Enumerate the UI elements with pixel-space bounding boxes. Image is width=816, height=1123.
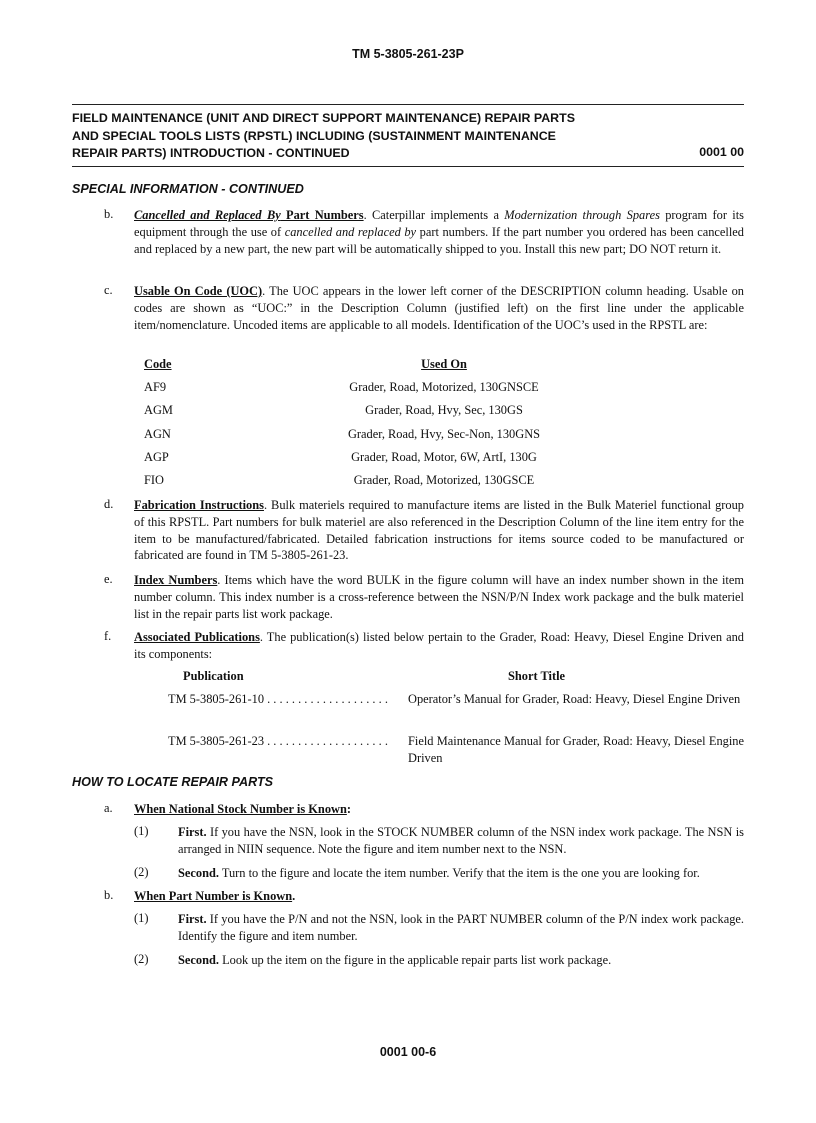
- para-title: When National Stock Number is Known: [134, 802, 347, 816]
- step-text: Second. Look up the item on the figure in the applicable repair parts list work package.: [178, 953, 612, 967]
- header-rule-top: [72, 104, 744, 105]
- step-text: Second. Turn to the figure and locate the item number. Verify that the item is the one you are looking for.: [178, 866, 700, 880]
- para-letter-b: b.: [104, 207, 114, 221]
- para-letter-a: a.: [104, 801, 113, 815]
- para-title: When Part Number is Known: [134, 889, 293, 903]
- col-header-short-title: Short Title: [508, 669, 566, 683]
- step-number: (1): [134, 824, 149, 838]
- para-pn-known: When Part Number is Known.: [134, 889, 296, 903]
- page-number: 0001 00-6: [379, 1045, 437, 1059]
- step-number: (2): [134, 865, 149, 879]
- table-row: AGP Grader, Road, Motor, 6W, ArtI, 130G: [144, 450, 537, 464]
- para-associated-publications: Associated Publications. The publication(s) listed below pertain to the Grader, Road: Heavy, Diesel Engine Driven and its components:: [134, 630, 744, 661]
- table-row: AGN Grader, Road, Hvy, Sec-Non, 130GNS: [144, 427, 541, 441]
- col-header-code: Code: [144, 357, 172, 371]
- step-number: (2): [134, 952, 149, 966]
- title-line-2: AND SPECIAL TOOLS LISTS (RPSTL) INCLUDING (SUSTAINMENT MAINTENANCE: [72, 128, 556, 143]
- para-letter-c: c.: [104, 283, 113, 297]
- para-usable-on-code: Usable On Code (UOC). The UOC appears in the lower left corner of the DESCRIPTION column heading. Usable on codes are shown as “UOC:” in the Description Column (justified left) on the first line under the applicable item/nomenclature. Uncoded items are applicable to all models. Identification of the UOC’s used in the RPSTL are:: [134, 284, 744, 332]
- para-letter-d: d.: [104, 497, 114, 511]
- step-text: First. If you have the NSN, look in the STOCK NUMBER column of the NSN index work package. The NSN is arranged in NIIN sequence. Note the figure and item number next to the NSN.: [178, 825, 744, 856]
- para-letter-b2: b.: [104, 888, 114, 902]
- para-letter-e: e.: [104, 572, 113, 586]
- para-title: Fabrication Instructions: [134, 498, 264, 512]
- para-letter-f: f.: [104, 629, 112, 643]
- section-heading-special: SPECIAL INFORMATION - CONTINUED: [72, 182, 304, 196]
- work-package-number: 0001 00: [699, 145, 744, 159]
- para-title: Associated Publications: [134, 630, 260, 644]
- para-fabrication: Fabrication Instructions. Bulk materiels required to manufacture items are listed in the Bulk Materiel functional group of this RPSTL. Part numbers for bulk materiel are also referenced in the Description Column of the line item entry for the item to be manufactured/fabricated. Detailed fabrication instructions for items source coded to be manufactured or fabricated are found in TM 5-3805-261-23.: [134, 498, 745, 563]
- title-line-3: REPAIR PARTS) INTRODUCTION - CONTINUED: [72, 146, 350, 160]
- para-title: Index Numbers: [134, 573, 218, 587]
- para-title: Usable On Code (UOC): [134, 284, 263, 298]
- step-number: (1): [134, 911, 149, 925]
- col-header-publication: Publication: [183, 669, 244, 683]
- table-row: AGM Grader, Road, Hvy, Sec, 130GS: [144, 403, 523, 417]
- para-cancelled-replaced: Cancelled and Replaced By Part Numbers. Caterpillar implements a Modernization through Spares program for its equipment through the use of cancelled and replaced by part numbers. If the part number you ordered has been cancelled and replaced by a new part, the new part will be automatically shipped to you. Install this new part; DO NOT return it.: [134, 208, 745, 256]
- section-heading-locate: HOW TO LOCATE REPAIR PARTS: [72, 775, 274, 789]
- header-rule-bottom: [72, 166, 744, 167]
- tm-number: TM 5-3805-261-23P: [352, 47, 464, 61]
- para-title: Cancelled and Replaced By Part Numbers: [134, 208, 364, 222]
- col-header-used-on: Used On: [421, 357, 467, 371]
- table-row: AF9 Grader, Road, Motorized, 130GNSCE: [144, 380, 539, 394]
- step-text: First. If you have the P/N and not the NSN, look in the PART NUMBER column of the P/N index work package. Identify the figure and item number.: [178, 912, 744, 943]
- para-nsn-known: When National Stock Number is Known:: [134, 802, 351, 816]
- uoc-table-header: [144, 357, 594, 375]
- table-row: FIO Grader, Road, Motorized, 130GSCE: [144, 473, 535, 487]
- para-index-numbers: Index Numbers. Items which have the word BULK in the figure column will have an index number shown in the item number column. This index number is a cross-reference between the NSN/P/N Index work package and the bulk materiel list in the repair parts list work package.: [134, 573, 744, 621]
- page-title: [72, 110, 744, 163]
- title-line-1: FIELD MAINTENANCE (UNIT AND DIRECT SUPPORT MAINTENANCE) REPAIR PARTS: [72, 111, 575, 125]
